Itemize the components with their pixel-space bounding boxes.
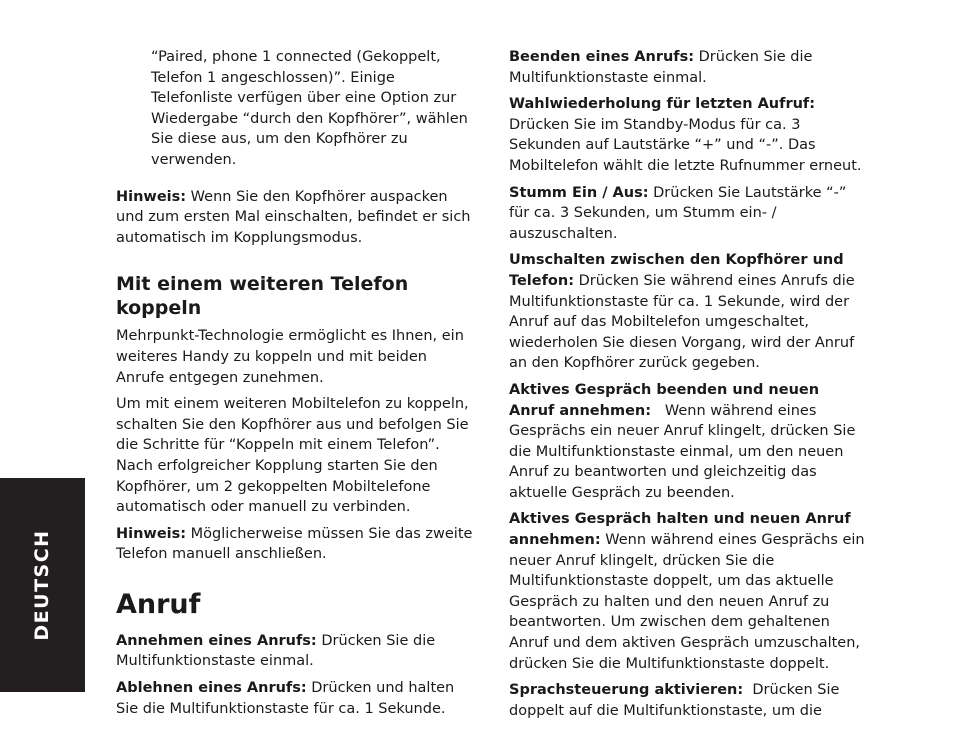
multipoint-paragraph: Mehrpunkt-Technologie ermöglicht es Ihnen, ein weiteres Handy zu koppeln und mit beiden Anrufe entgegen zunehmen. [116, 328, 464, 386]
instruction-text: Drücken Sie doppelt auf die Multifunktionstaste, um die [509, 682, 845, 719]
end-and-answer-instruction [509, 380, 867, 504]
instruction-label: Wahlwiederholung für letzten Aufruf: [509, 96, 816, 113]
instruction-label: Beenden eines Anrufs: [509, 49, 695, 65]
note-text: Wenn Sie den Kopfhörer auspacken und zum ersten Mal einschalten, befindet er sich automatisch im Kopplungsmodus. [116, 188, 471, 246]
hold-and-answer-instruction [509, 509, 867, 674]
switch-audio-instruction [509, 250, 867, 374]
heading-pair-another-phone: Mit einem weiteren Telefon koppeln [116, 273, 409, 320]
pair-steps-paragraph: Um mit einem weiteren Mobiltelefon zu koppeln, schalten Sie den Kopfhörer aus und befolgen Sie die Schritte für “Koppeln mit einem Telefon”. Nach erfolgreicher Kopplung starten Sie den Kopfhörer, um 2 gekoppelten Mobiltelefone automatisch oder manuell zu verbinden. [116, 396, 469, 516]
instruction-text: Drücken Sie die Multifunktionstaste einmal. [116, 632, 436, 670]
redial-instruction [509, 94, 867, 176]
end-call-instruction [509, 47, 867, 88]
note-label: Hinweis: [116, 188, 187, 205]
language-tab-label: DEUTSCH [31, 529, 53, 641]
instruction-text: Wenn während eines Gesprächs ein neuer Anruf klingelt, drücken Sie die Multifunktionstaste doppelt, um das aktuelle Gespräch zu halten und den neuen Anruf zu beantworten. Um zwischen dem gehaltenen Anruf und dem aktiven Gespräch umzuschalten, drücken Sie die Multifunktionstaste doppelt. [509, 532, 865, 672]
voice-control-instruction [509, 680, 867, 721]
left-column [116, 47, 478, 725]
instruction-label: Sprachsteuerung aktivieren: [509, 682, 744, 699]
instruction-label: Aktives Gespräch halten und neuen Anruf annehmen: [509, 511, 851, 549]
answer-call-instruction [116, 631, 478, 672]
note-text: Möglicherweise müssen Sie das zweite Telefon manuell anschließen. [116, 525, 473, 563]
instruction-label: Ablehnen eines Anrufs: [116, 680, 307, 697]
instruction-text: Drücken Sie im Standby-Modus für ca. 3 Sekunden auf Lautstärke “+” und “-”. Das Mobiltelefon wählt die letzte Rufnummer erneut. [509, 116, 862, 174]
note-label: Hinweis: [116, 525, 187, 542]
instruction-text: Drücken Sie die Multifunktionstaste einmal. [509, 49, 813, 86]
note-second-phone [116, 524, 478, 565]
instruction-text: Drücken und halten Sie die Multifunktionstaste für ca. 1 Sekunde. [116, 680, 455, 717]
pairing-intro-continued: “Paired, phone 1 connected (Gekoppelt, Telefon 1 angeschlossen)”. Einige Telefonliste verfügen über eine Option zur Wiedergabe “durch den Kopfhörer”, wählen Sie diese aus, um den Kopfhörer zu verwenden. [151, 49, 468, 168]
heading-call: Anruf [116, 588, 201, 620]
language-tab [0, 478, 85, 692]
right-column [509, 47, 867, 727]
instruction-text: Wenn während eines Gesprächs ein neuer Anruf klingelt, drücken Sie die Multifunktionstaste einmal, um den neuen Anruf zu beantworten und gleichzeitig das aktuelle Gespräch zu beenden. [509, 402, 860, 501]
mute-instruction [509, 183, 867, 245]
instruction-text: Drücken Sie Lautstärke “-” für ca. 3 Sekunden, um Stumm ein- / auszuschalten. [509, 184, 847, 242]
note-pairing-mode [116, 187, 478, 249]
instruction-label: Stumm Ein / Aus: [509, 184, 649, 201]
reject-call-instruction [116, 678, 478, 719]
instruction-label: Umschalten zwischen den Kopfhörer und Telefon: [509, 252, 844, 289]
instruction-label: Aktives Gespräch beenden und neuen Anruf annehmen: [509, 381, 820, 419]
instruction-text: Drücken Sie während eines Anrufs die Multifunktionstaste für ca. 1 Sekunde, wird der Anruf auf das Mobiltelefon umgeschaltet, wiederholen Sie diesen Vorgang, wird der Anruf an den Kopfhörer zurück gegeben. [509, 272, 855, 372]
instruction-label: Annehmen eines Anrufs: [116, 632, 317, 649]
